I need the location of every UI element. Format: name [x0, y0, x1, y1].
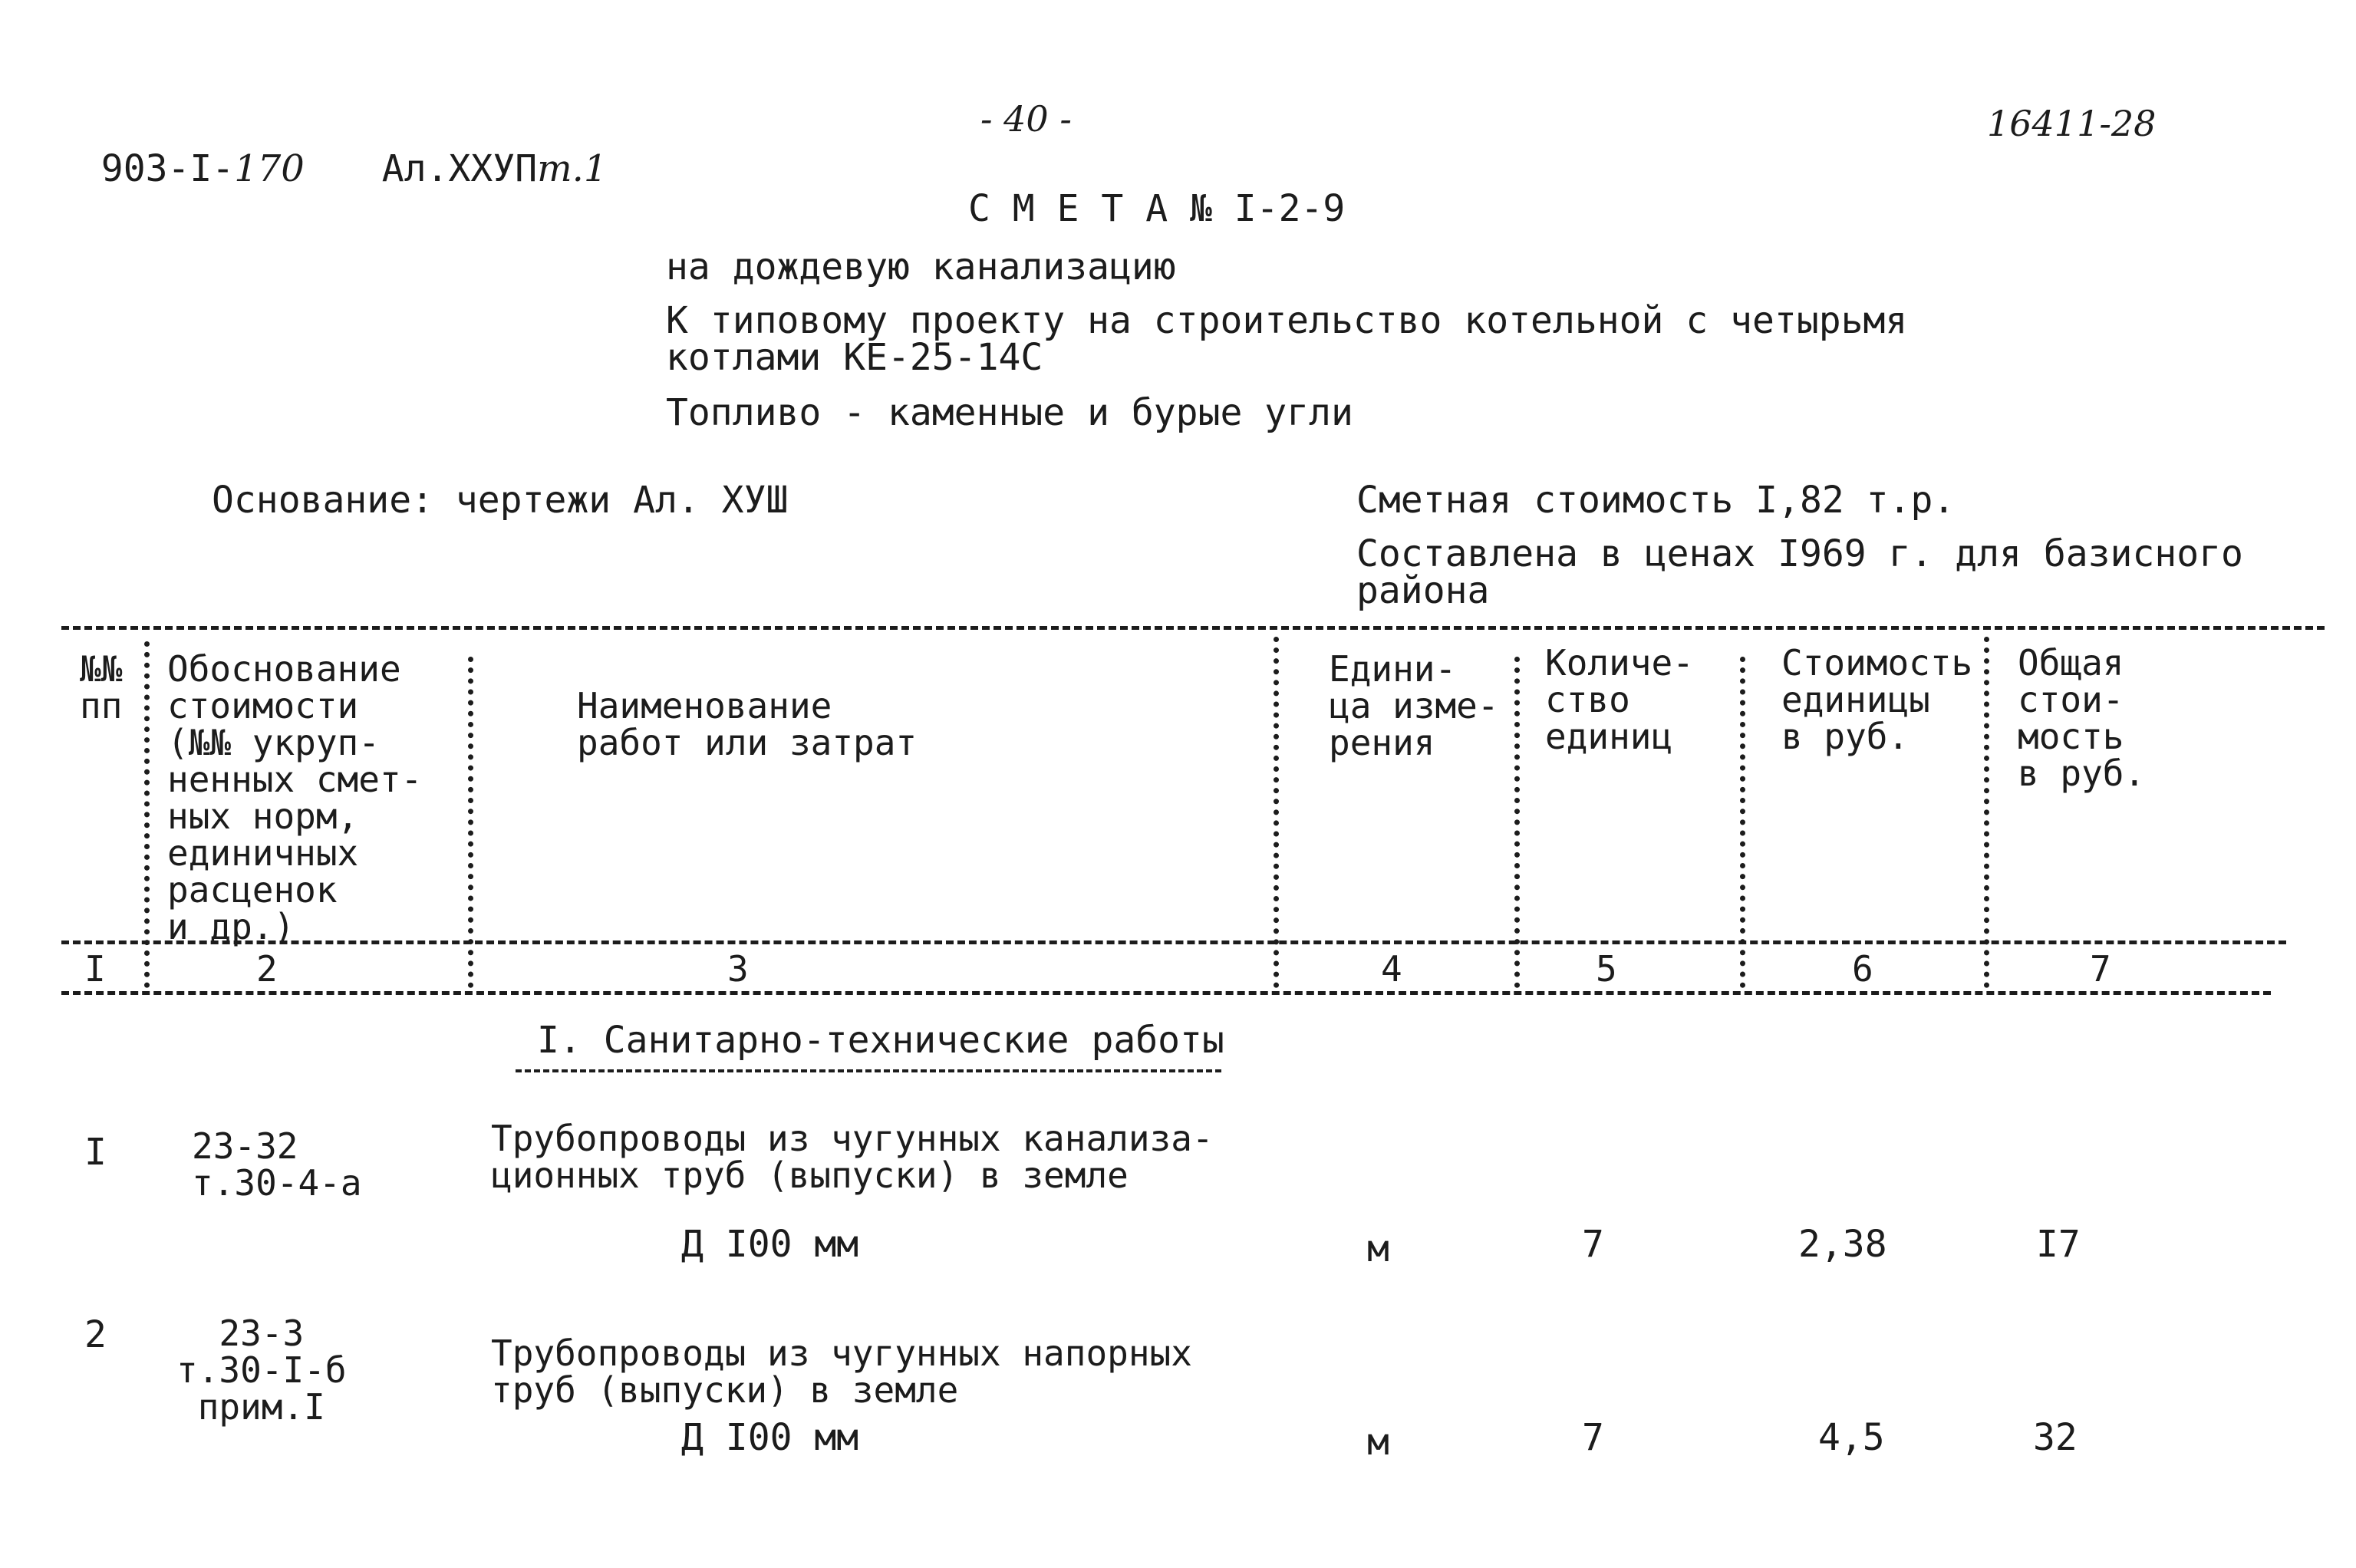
col-header-name: Наименование работ или затрат	[577, 685, 918, 763]
row-2-spec: Д I00 мм	[681, 1416, 859, 1459]
basis-drawings: Основание: чертежи Ал. ХУШ	[212, 479, 789, 522]
project-line-2: котлами КЕ-25-14С	[666, 336, 1043, 379]
row-1-unit-cost: 2,38	[1798, 1223, 1887, 1266]
row-2-basis: 23-3 т.30-I-б прим.I	[176, 1313, 347, 1428]
estimate-subtitle: на дождевую канализацию	[666, 245, 1176, 288]
row-2-total: 32	[2033, 1416, 2078, 1459]
column-separator-5	[1740, 657, 1745, 988]
row-1-basis: 23-32 т.30-4-а	[192, 1125, 362, 1204]
album-handwritten: т.1	[537, 147, 608, 190]
row-2-qty: 7	[1582, 1416, 1604, 1459]
album-ref	[338, 114, 608, 190]
col-header-qty: Количе- ство единиц	[1545, 642, 1694, 757]
col-number-4: 4	[1381, 948, 1402, 990]
col-number-5: 5	[1596, 948, 1617, 990]
column-separator-2	[468, 657, 473, 988]
row-2-unit-cost: 4,5	[1818, 1416, 1885, 1459]
fuel-line: Топливо - каменные и бурые угли	[666, 391, 1353, 434]
column-separator-3	[1274, 637, 1279, 988]
column-separator-1	[144, 641, 150, 988]
col-number-6: 6	[1852, 948, 1873, 990]
album-typed: Ал.XXУП	[381, 147, 538, 190]
col-number-2: 2	[256, 948, 278, 990]
section-title-underline	[516, 1069, 1221, 1072]
table-top-rule	[61, 626, 2325, 630]
project-code	[57, 114, 305, 190]
col-header-total: Общая стои- мость в руб.	[2018, 642, 2146, 794]
col-number-7: 7	[2090, 948, 2111, 990]
col-number-1: I	[84, 948, 106, 990]
column-separator-6	[1984, 637, 1989, 988]
row-2-num: 2	[84, 1313, 107, 1356]
prices-line-1: Составлена в ценах I969 г. для базисного	[1356, 532, 2243, 575]
row-2-unit: м	[1367, 1421, 1389, 1464]
row-2-name: Трубопроводы из чугунных напорных труб (выпуски) в земле	[491, 1332, 1192, 1411]
project-line-1: К типовому проекту на строительство котельной с четырьмя	[666, 299, 1908, 342]
col-header-unit-cost: Стоимость единицы в руб.	[1781, 642, 1973, 757]
col-header-unit: Едини- ца изме- рения	[1329, 648, 1499, 763]
row-1-num: I	[84, 1131, 107, 1174]
row-1-total: I7	[2036, 1223, 2081, 1266]
row-1-unit: м	[1367, 1227, 1389, 1270]
col-number-3: 3	[727, 948, 749, 990]
project-code-typed: 903-I-	[101, 147, 235, 190]
prices-line-2: района	[1356, 569, 1490, 612]
row-1-spec: Д I00 мм	[681, 1223, 859, 1266]
estimated-cost: Сметная стоимость I,82 т.р.	[1356, 479, 1956, 522]
archive-number: 16411-28	[1987, 103, 2157, 144]
row-1-qty: 7	[1582, 1223, 1604, 1266]
project-code-handwritten: 170	[234, 147, 305, 190]
section-title: I. Санитарно-технические работы	[537, 1019, 1224, 1062]
row-1-name: Трубопроводы из чугунных канализа- ционных труб (выпуски) в земле	[491, 1118, 1214, 1196]
numbers-bottom-rule	[61, 991, 2271, 995]
estimate-heading: С М Е Т А № I-2-9	[968, 187, 1346, 230]
page-number: - 40 -	[980, 98, 1072, 140]
col-header-basis: Обоснование стоимости (№№ укруп- ненных смет- ных норм, единичных расценок и др.)	[167, 648, 423, 947]
col-header-num: №№ пп	[80, 648, 123, 726]
column-separator-4	[1514, 657, 1520, 988]
